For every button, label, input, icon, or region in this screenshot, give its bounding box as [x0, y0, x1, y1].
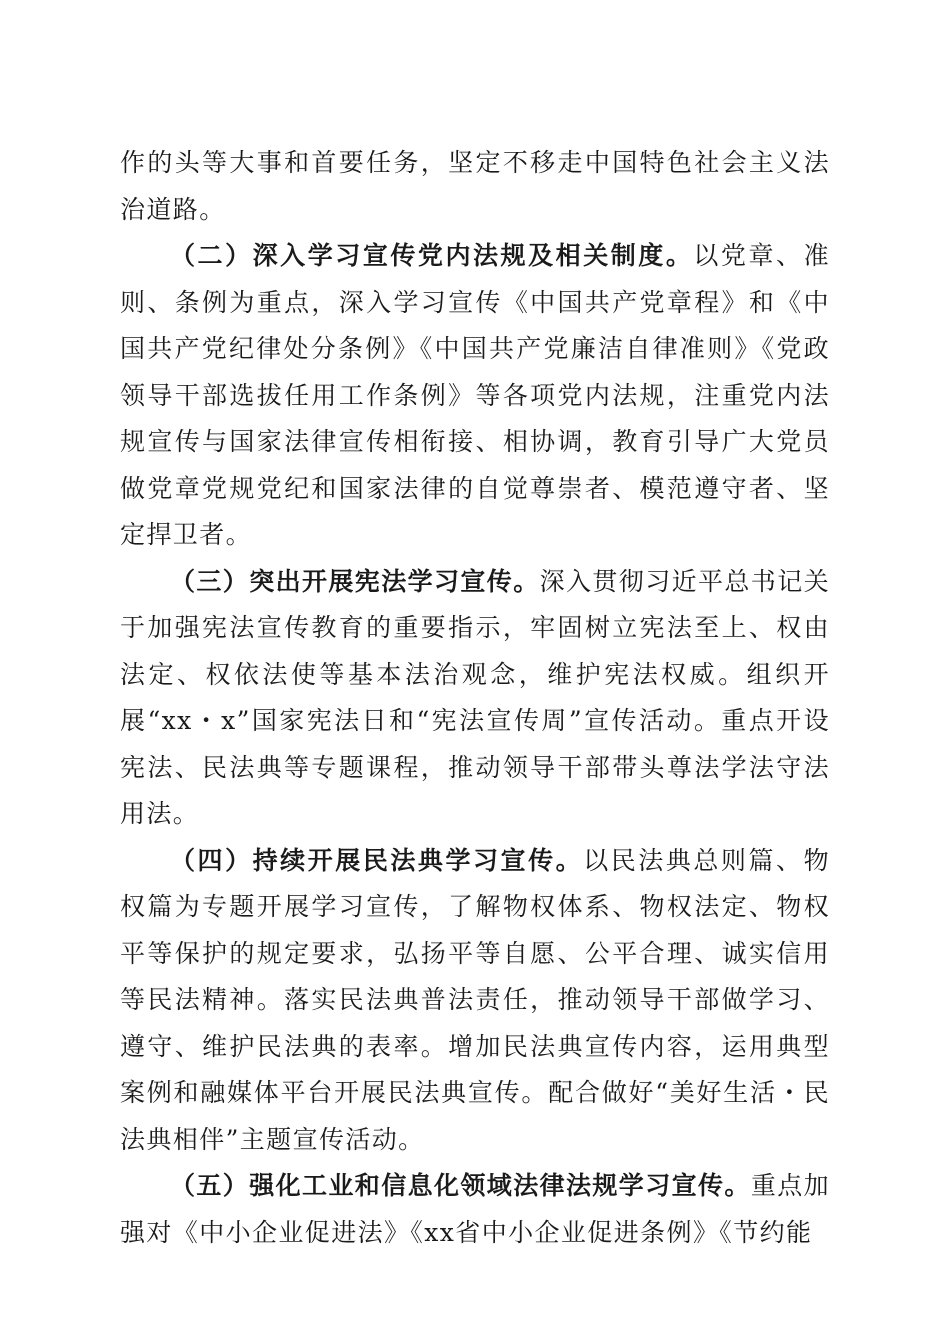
paragraph-section-5 [120, 1163, 830, 1256]
paragraph-text: 深入贯彻习近平总书记关于加强宪法宣传教育的重要指示，牢固树立宪法至上、权由法定、权依法使等基本法治观念，维护宪法权威。组织开展“xx・x”国家宪法日和“宪法宣传周”宣传活动。重点开设宪法、民法典等专题课程，推动领导干部带头尊法学法守法用法。 [120, 566, 831, 828]
section-heading-3: （三）突出开展宪法学习宣传。 [170, 566, 540, 596]
paragraph-text: 作的头等大事和首要任务，坚定不移走中国特色社会主义法治道路。 [120, 148, 830, 224]
section-heading-2: （二）深入学习宣传党内法规及相关制度。 [170, 241, 694, 270]
paragraph-text: 重点加强对《中小企业促进法》《xx省中小企业促进条例》《节约能 [120, 1171, 831, 1247]
paragraph-section-2 [120, 233, 830, 559]
paragraph-text: 以民法典总则篇、物权篇为专题开展学习宣传，了解物权体系、物权法定、物权平等保护的规定要求，弘扬平等自愿、公平合理、诚实信用等民法精神。落实民法典普法责任，推动领导干部做学习、遵守、维护民法典的表率。增加民法典宣传内容，运用典型案例和融媒体平台开展民法典宣传。配合做好“美好生活・民法典相伴”主题宣传活动。 [120, 845, 830, 1154]
section-heading-4: （四）持续开展民法典学习宣传。 [170, 845, 584, 875]
paragraph-text: 以党章、准则、条例为重点，深入学习宣传《中国共产党章程》和《中国共产党纪律处分条例》《中国共产党廉洁自律准则》《党政领导干部选拔任用工作条例》等各项党内法规，注重党内法规宣传与国家法律宣传相衔接、相协调，教育引导广大党员做党章党规党纪和国家法律的自觉尊崇者、模范遵守者、坚定捍卫者。 [120, 241, 830, 549]
document-body [120, 140, 830, 1256]
paragraph-continuation [120, 140, 830, 233]
paragraph-section-3 [120, 559, 830, 838]
paragraph-section-4 [120, 838, 830, 1164]
section-heading-5: （五）强化工业和信息化领域法律法规学习宣传。 [170, 1171, 751, 1200]
